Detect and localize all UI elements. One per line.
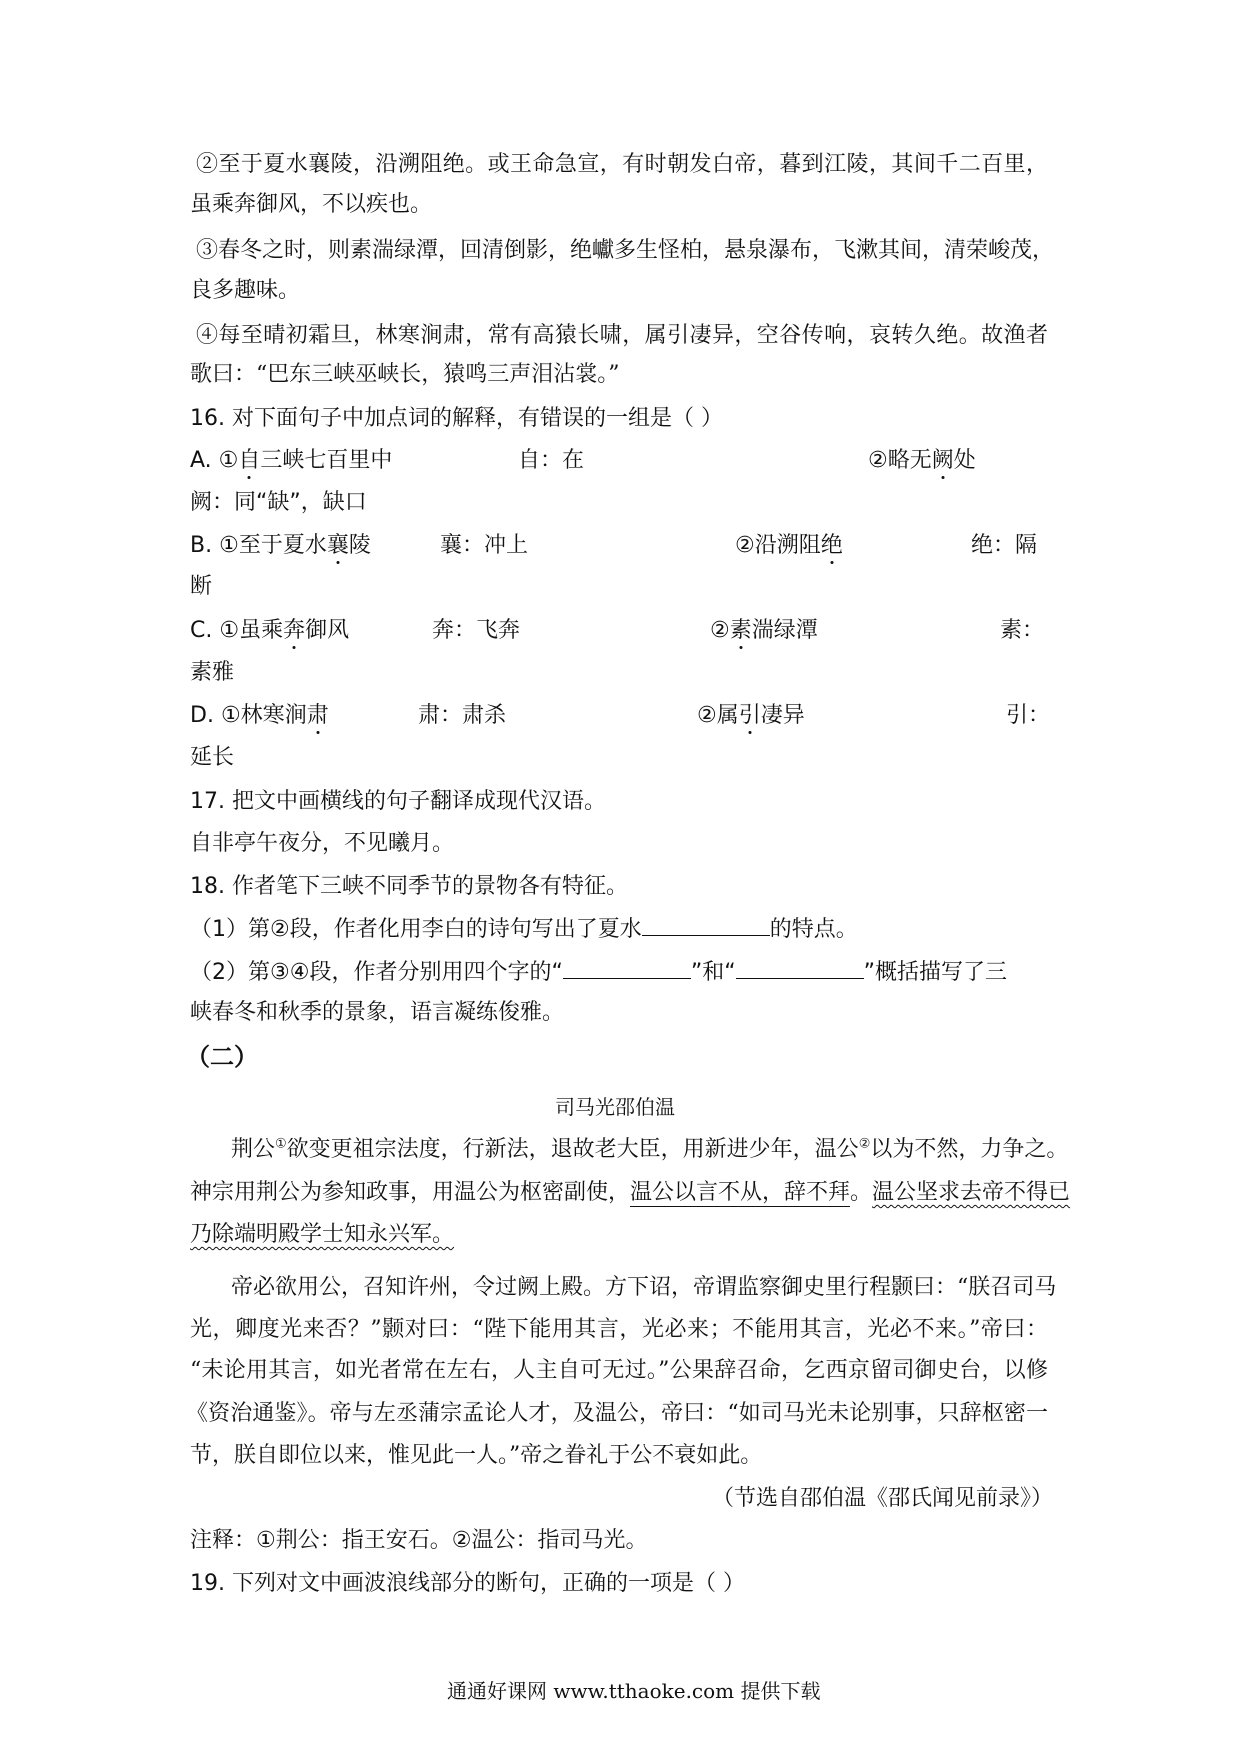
option-d-dotted-word-1: 肃 (306, 703, 329, 728)
option-c-sentence-1 (190, 616, 349, 646)
passage-paragraph-3-line-1: ③春冬之时，则素湍绿潭，回清倒影，绝巘多生怪柏，悬泉瀑布，飞漱其间，清荣峻茂， (196, 238, 1055, 263)
option-d-sentence-2 (697, 701, 805, 731)
note-marker-2: ② (858, 1136, 871, 1152)
p1-l2-b: 。 (850, 1180, 873, 1205)
footer-credit: 通通好课网 www.tthaoke.com 提供下载 (447, 1679, 821, 1703)
option-b-sentence-2 (735, 531, 843, 561)
question-18-sub-2 (190, 956, 1007, 988)
option-d-explanation-2-line-2: 延长 (190, 745, 235, 770)
option-d-label: D. (190, 703, 221, 728)
p1-l1-c: 以为不然，力争之。 (870, 1137, 1069, 1162)
passage-2-paragraph-1-line-2 (190, 1178, 1070, 1208)
passage-2-source: （节选自邵伯温《邵氏闻见前录》） (712, 1486, 1054, 1511)
option-a-s2-post: 处 (953, 448, 976, 473)
passage-2-paragraph-2-line-1: 帝必欲用公，召知许州，令过阙上殿。方下诏，帝谓监察御史里行程颢曰：“朕召司马 (231, 1275, 1057, 1300)
underlined-sentence: 温公以言不从，辞不拜 (630, 1180, 851, 1205)
question-18-stem: 18. 作者笔下三峡不同季节的景物各有特征。 (190, 874, 628, 899)
question-17-stem: 17. 把文中画横线的句子翻译成现代汉语。 (190, 789, 606, 814)
option-a-sentence-1 (190, 446, 392, 476)
option-b-dotted-word-1: 襄 (326, 533, 349, 558)
option-c-s2-pre: ② (710, 618, 730, 643)
passage-2-title: 司马光邵伯温 (555, 1095, 675, 1119)
question-18-sub-2-post: ”概括描写了三 (863, 960, 1008, 985)
wavy-underlined-text-2: 乃除端明殿学士知永兴军。 (190, 1222, 455, 1247)
answer-blank-2[interactable] (563, 956, 691, 979)
option-a-s1-post: 三峡七百里中 (260, 448, 393, 473)
option-c-label: C. (190, 618, 220, 643)
passage-paragraph-3-line-2: 良多趣味。 (190, 278, 301, 303)
option-d-s2-post: 凄异 (760, 703, 805, 728)
question-18-sub-2-line-2: 峡春冬和秋季的景象，语言凝练俊雅。 (190, 1000, 565, 1025)
option-d-sentence-1 (190, 701, 329, 731)
option-d-s2-pre: ②属 (697, 703, 739, 728)
option-b-dotted-word-2: 绝 (820, 533, 843, 558)
option-c-s1-pre: ①虽乘 (219, 618, 284, 643)
option-c-dotted-word-1: 奔 (283, 618, 306, 643)
option-d-s1-pre: ①林寒涧 (220, 703, 307, 728)
answer-blank-1[interactable] (642, 913, 770, 936)
passage-paragraph-4-line-1: ④每至晴初霜旦，林寒涧肃，常有高猿长啸，属引凄异，空谷传响，哀转久绝。故渔者 (196, 323, 1048, 348)
answer-blank-3[interactable] (736, 956, 864, 979)
passage-paragraph-2-line-1: ②至于夏水襄陵，沿溯阻绝。或王命急宣，有时朝发白帝，暮到江陵，其间千二百里， (196, 152, 1048, 177)
note-marker-1: ① (275, 1136, 287, 1152)
option-b-explanation-1: 襄：冲上 (440, 533, 529, 558)
passage-2-paragraph-2-line-2: 光，卿度光来否？”颢对曰：“陛下能用其言，光必来；不能用其言，光必不来。”帝曰： (190, 1317, 1048, 1342)
passage-2-paragraph-1-line-1 (231, 1135, 1068, 1165)
option-c-s1-post: 御风 (305, 618, 350, 643)
option-c-dotted-word-2: 素 (729, 618, 752, 643)
option-a-label: A. (190, 448, 219, 473)
option-a-explanation-2: 阙：同“缺”，缺口 (190, 490, 367, 515)
option-a-s2-pre: ②略无 (868, 448, 932, 473)
option-c-sentence-2 (710, 616, 818, 646)
option-c-s2-post: 湍绿潭 (751, 618, 818, 643)
option-b-explanation-2-line-2: 断 (190, 574, 213, 599)
option-b-sentence-1 (190, 531, 371, 561)
p1-l1-b: 欲变更祖宗法度，行新法，退故老大臣，用新进少年，温公 (286, 1137, 859, 1162)
option-a-sentence-2 (868, 446, 976, 476)
passage-2-paragraph-2-line-5: 节，朕自即位以来，惟见此一人。”帝之眷礼于公不衰如此。 (190, 1443, 763, 1468)
passage-2-paragraph-2-line-3: “未论用其言，如光者常在左右，人主自可无过。”公果辞召命，乞西京留司御史台，以修 (190, 1358, 1048, 1383)
option-c-explanation-2-line-2: 素雅 (190, 660, 235, 685)
option-b-s1-pre: ①至于夏水 (219, 533, 327, 558)
option-a-dotted-word-2: 阙 (931, 448, 954, 473)
option-b-explanation-2-line-1: 绝：隔 (971, 533, 1038, 558)
option-a-dotted-word-1: 自 (238, 448, 261, 473)
question-18-sub-2-mid: ”和“ (690, 960, 736, 985)
question-18-sub-2-pre: （2）第③④段，作者分别用四个字的“ (190, 960, 563, 985)
p1-l2-a: 神宗用荆公为参知政事，用温公为枢密副使， (190, 1180, 631, 1205)
option-c-explanation-1: 奔：飞奔 (432, 618, 521, 643)
option-b-s1-post: 陵 (348, 533, 371, 558)
option-c-explanation-2-line-1: 素： (1000, 618, 1045, 643)
question-16-stem: 16. 对下面句子中加点词的解释，有错误的一组是（ ） (190, 406, 723, 431)
passage-2-notes: 注释：①荆公：指王安石。②温公：指司马光。 (190, 1528, 648, 1553)
passage-2-paragraph-2-line-4: 《资治通鉴》。帝与左丞蒲宗孟论人才，及温公，帝曰：“如司马光未论别事，只辞枢密一 (186, 1401, 1048, 1426)
question-18-sub-1-pre: （1）第②段，作者化用李白的诗句写出了夏水 (190, 917, 642, 942)
option-d-explanation-2-line-1: 引： (1006, 703, 1051, 728)
section-2-heading: （二） (186, 1043, 258, 1071)
p1-l1-a: 荆公 (231, 1137, 276, 1162)
option-d-dotted-word-2: 引 (738, 703, 761, 728)
option-a-s1-pre: ① (218, 448, 239, 473)
passage-paragraph-4-line-2: 歌曰：“巴东三峡巫峡长，猿鸣三声泪沾裳。” (190, 362, 620, 387)
option-d-explanation-1: 肃：肃杀 (418, 703, 507, 728)
question-17-sentence: 自非亭午夜分，不见曦月。 (190, 831, 455, 856)
passage-paragraph-2-line-2: 虽乘奔御风，不以疾也。 (190, 192, 433, 217)
option-b-s2-pre: ②沿溯阻 (735, 533, 821, 558)
option-b-label: B. (190, 533, 220, 558)
option-a-explanation-1: 自：在 (518, 448, 585, 473)
passage-2-paragraph-1-line-3 (190, 1220, 454, 1250)
question-18-sub-1 (190, 913, 858, 945)
question-19-stem: 19. 下列对文中画波浪线部分的断句，正确的一项是（ ） (190, 1571, 745, 1596)
wavy-underlined-text-1: 温公坚求去帝不得已 (872, 1180, 1071, 1205)
question-18-sub-1-post: 的特点。 (769, 917, 858, 942)
